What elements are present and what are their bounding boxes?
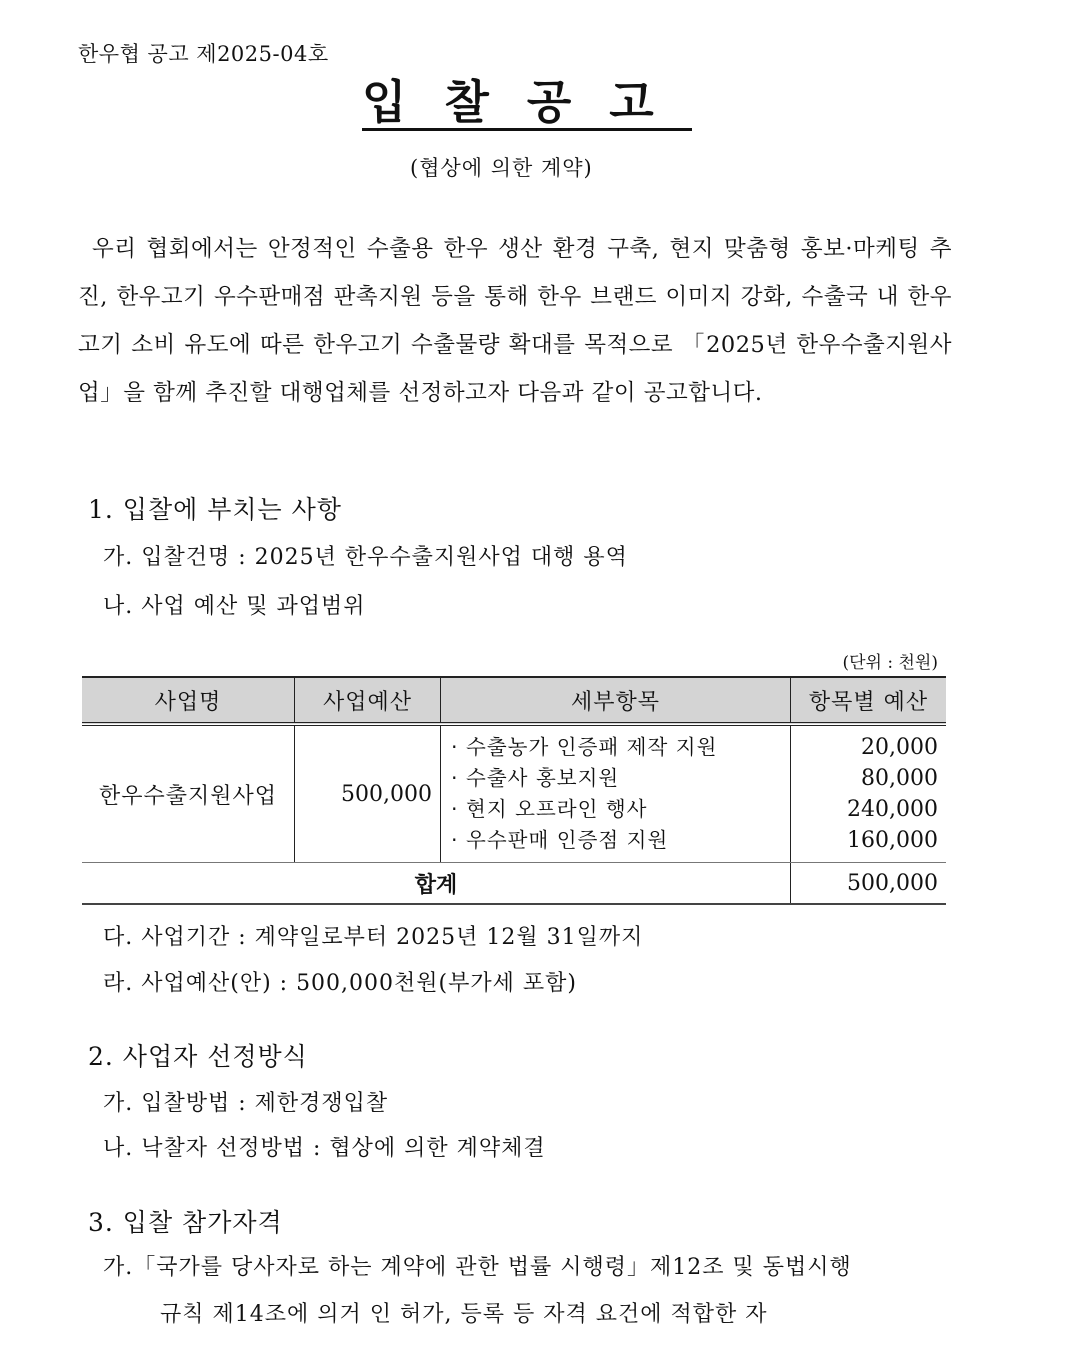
section-1-item-ga: 가. 입찰건명 : 2025년 한우수출지원사업 대행 용역 <box>103 545 628 570</box>
document-number: 한우협 공고 제2025-04호 <box>78 42 329 66</box>
total-amount: 500,000 <box>791 863 947 905</box>
table-row <box>82 724 946 863</box>
table-header-row <box>82 677 946 724</box>
detail-items-cell <box>441 724 791 863</box>
section-2-item-na: 나. 낙찰자 선정방법 : 협상에 의한 계약체결 <box>103 1136 546 1161</box>
section-1-item-da: 다. 사업기간 : 계약일로부터 2025년 12월 31일까지 <box>103 925 644 950</box>
item-amount: 80,000 <box>861 766 938 791</box>
item-amount: 160,000 <box>847 828 938 853</box>
section-1-item-ra: 라. 사업예산(안) : 500,000천원(부가세 포함) <box>103 971 577 996</box>
header-item-budget: 항목별 예산 <box>791 677 947 724</box>
detail-item: · 현지 오프라인 행사 <box>451 797 648 821</box>
total-label: 합계 <box>82 863 791 905</box>
detail-item: · 수출사 홍보지원 <box>451 766 620 790</box>
section-3-item-ga-line2: 규칙 제14조에 의거 인 허가, 등록 등 자격 요건에 적합한 자 <box>160 1302 768 1327</box>
section-2-item-ga: 가. 입찰방법 : 제한경쟁입찰 <box>103 1091 389 1116</box>
budget-table <box>82 676 946 905</box>
detail-item: · 우수판매 인증점 지원 <box>451 828 669 852</box>
section-1-item-na: 나. 사업 예산 및 과업범위 <box>103 594 366 619</box>
item-amount: 20,000 <box>861 735 938 760</box>
header-business-name: 사업명 <box>82 677 295 724</box>
section-1-heading: 1. 입찰에 부치는 사항 <box>88 495 342 524</box>
business-budget-cell: 500,000 <box>295 724 441 863</box>
section-3-heading: 3. 입찰 참가자격 <box>88 1208 283 1237</box>
detail-item: · 수출농가 인증패 제작 지원 <box>451 735 718 759</box>
intro-paragraph: 우리 협회에서는 안정적인 수출용 한우 생산 환경 구축, 현지 맞춤형 홍보·마케팅 추진, 한우고기 우수판매점 판촉지원 등을 통해 한우 브랜드 이미지 강화, 수출국 내 한우고기 소비 유도에 따른 한우고기 수출물량 확대를 목적으로 「2025년 한우수출지원사업」을 함께 추진할 대행업체를 선정하고자 다음과 같이 공고합니다. <box>78 236 952 406</box>
header-detail-items: 세부항목 <box>441 677 791 724</box>
section-3-item-ga-line1: 가.「국가를 당사자로 하는 계약에 관한 법률 시행령」제12조 및 동법시행 <box>103 1255 852 1280</box>
item-budget-cell <box>791 724 947 863</box>
page-subtitle: (협상에 의한 계약) <box>410 156 593 180</box>
section-2-heading: 2. 사업자 선정방식 <box>88 1042 308 1071</box>
business-name-cell: 한우수출지원사업 <box>82 724 295 863</box>
page-title: 입찰공고 <box>362 78 692 131</box>
total-row <box>82 863 946 905</box>
item-amount: 240,000 <box>847 797 938 822</box>
unit-label: (단위 : 천원) <box>842 653 938 673</box>
header-business-budget: 사업예산 <box>295 677 441 724</box>
